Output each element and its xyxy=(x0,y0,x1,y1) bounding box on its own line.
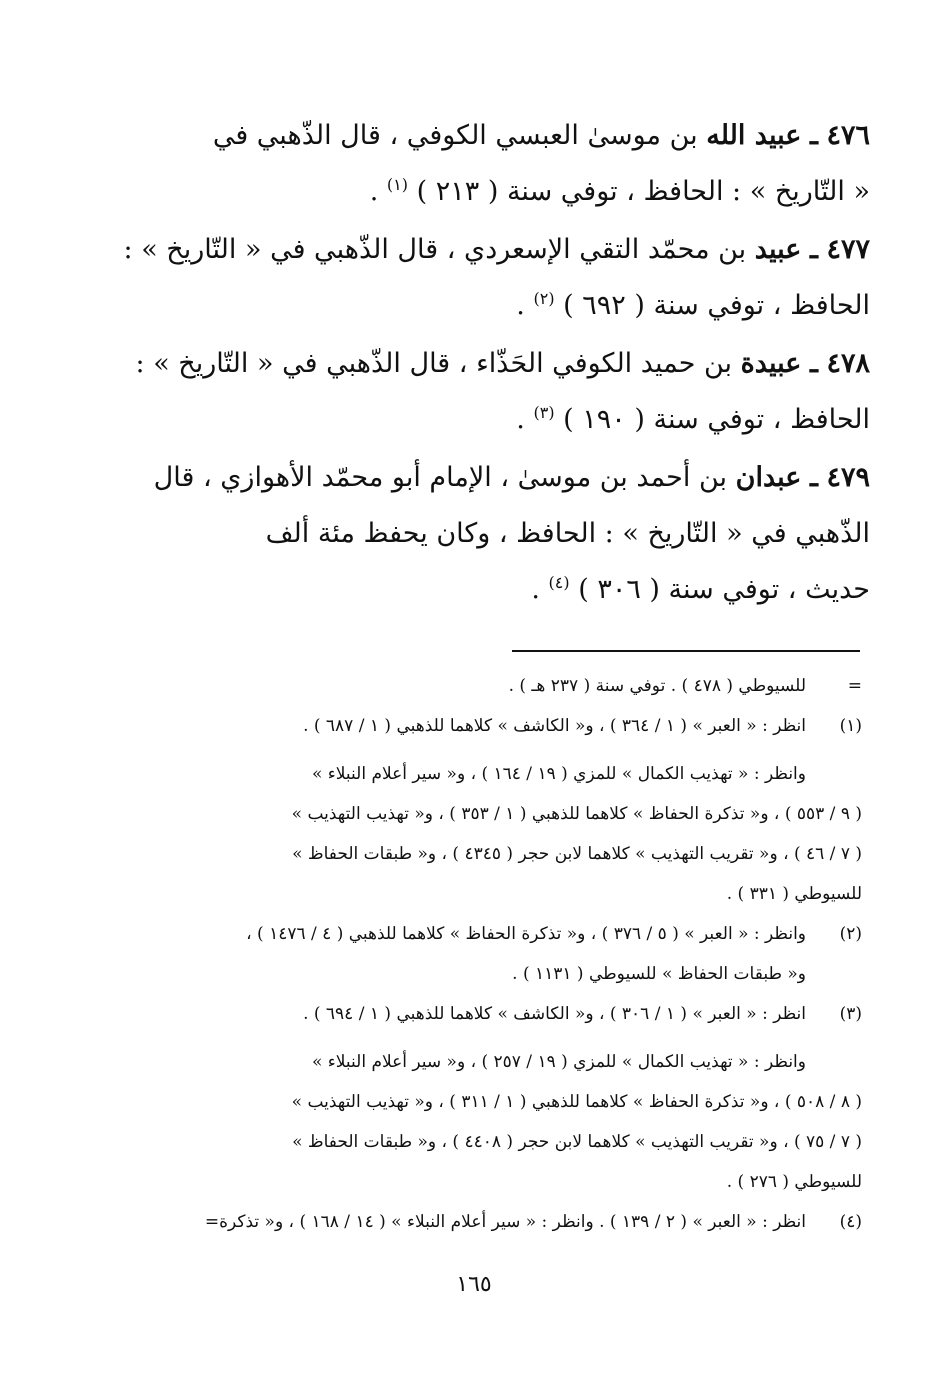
entry-text: الحافظ ، توفي سنة ( ١٩٠ ) xyxy=(563,404,870,435)
footnote-1-line: ( ٧ / ٤٦ ) ، و« تقريب التهذيب » كلاهما لابن حجر ( ٤٣٤٥ ) ، و« طبقات الحفاظ » xyxy=(292,844,862,864)
footnote-text: وانظر : « العبر » ( ٥ / ٣٧٦ ) ، و« تذكرة الحفاظ » كلاهما للذهبي ( ٤ / ١٤٧٦ ) ، xyxy=(246,924,806,944)
footnote-1-line: ( ٩ / ٥٥٣ ) ، و« تذكرة الحفاظ » كلاهما للذهبي ( ١ / ٣٥٣ ) ، و« تهذيب التهذيب » xyxy=(291,804,862,824)
footnote-mark: = xyxy=(847,676,862,696)
page-number: ١٦٥ xyxy=(456,1272,492,1297)
footnote-text: للسيوطي ( ٤٧٨ ) . توفي سنة ( ٢٣٧ هـ ) . xyxy=(508,676,806,696)
footnote-2-line: و« طبقات الحفاظ » للسيوطي ( ١١٣١ ) . xyxy=(512,964,806,984)
entry-479 xyxy=(110,450,870,618)
footnote-mark: (٤) xyxy=(839,1212,862,1232)
entry-name: عبيد الله xyxy=(706,120,802,151)
entry-dash: ـ xyxy=(809,462,818,493)
entry-text: حديث ، توفي سنة ( ٣٠٦ ) xyxy=(578,574,870,605)
entry-text: بن أحمد بن موسىٰ ، الإمام أبو محمّد الأهوازي ، قال xyxy=(153,462,728,493)
footnote-4 xyxy=(110,1202,862,1242)
footnote-ref: (٣) xyxy=(533,403,555,422)
footnote-ref: (٤) xyxy=(548,573,570,592)
entry-text: بن حميد الكوفي الحَذّاء ، قال الذّهبي في « التّاريخ » : xyxy=(135,348,733,379)
entry-dash: ـ xyxy=(809,234,818,265)
footnote-2 xyxy=(110,914,862,954)
footnote-3-line: ( ٧ / ٧٥ ) ، و« تقريب التهذيب » كلاهما لابن حجر ( ٤٤٠٨ ) ، و« طبقات الحفاظ » xyxy=(292,1132,862,1152)
entry-line xyxy=(110,336,870,392)
entry-text: بن موسىٰ العبسي الكوفي ، قال الذّهبي في xyxy=(212,120,698,151)
entry-text: الحافظ ، توفي سنة ( ٦٩٢ ) xyxy=(563,290,870,321)
entry-line xyxy=(110,278,870,334)
footnote-text: انظر : « العبر » ( ٢ / ١٣٩ ) . وانظر : « سير أعلام النبلاء » ( ١٤ / ١٦٨ ) ، و« تذكرة= xyxy=(204,1212,806,1232)
footnote-1 xyxy=(110,706,862,746)
footnote-text: انظر : « العبر » ( ١ / ٣٦٤ ) ، و« الكاشف » كلاهما للذهبي ( ١ / ٦٨٧ ) . xyxy=(303,716,806,736)
entry-text: الذّهبي في « التّاريخ » : الحافظ ، وكان يحفظ مئة ألف xyxy=(265,518,870,549)
entry-name: عبيد xyxy=(754,234,802,265)
entry-text: بن محمّد التقي الإسعردي ، قال الذّهبي في « التّاريخ » : xyxy=(123,234,747,265)
footnote-separator xyxy=(512,650,860,652)
entry-line xyxy=(110,164,870,220)
footnote-3-line: وانظر : « تهذيب الكمال » للمزي ( ١٩ / ٢٥٧ ) ، و« سير أعلام النبلاء » xyxy=(311,1052,806,1072)
entry-number: ٤٧٩ xyxy=(826,462,870,493)
footnote-mark: (٢) xyxy=(839,924,862,944)
entry-name: عبدان xyxy=(735,462,802,493)
footnotes xyxy=(110,666,862,1242)
entry-477 xyxy=(110,222,870,334)
footnote-3-line: للسيوطي ( ٢٧٦ ) . xyxy=(726,1172,862,1192)
entry-476 xyxy=(110,108,870,220)
entry-text: « التّاريخ » : الحافظ ، توفي سنة ( ٢١٣ ) xyxy=(416,176,870,207)
entry-number: ٤٧٨ xyxy=(826,348,870,379)
entry-name: عبيدة xyxy=(740,348,802,379)
entry-line xyxy=(110,392,870,448)
entry-line xyxy=(110,506,870,562)
footnote-mark: (٣) xyxy=(839,1004,862,1024)
entry-number: ٤٧٧ xyxy=(826,234,870,265)
footnote-3-line: ( ٨ / ٥٠٨ ) ، و« تذكرة الحفاظ » كلاهما للذهبي ( ١ / ٣١١ ) ، و« تهذيب التهذيب » xyxy=(291,1092,862,1112)
footnote-ref: (٢) xyxy=(533,289,555,308)
entry-478 xyxy=(110,336,870,448)
footnote-mark: (١) xyxy=(839,716,862,736)
footnote-text: انظر : « العبر » ( ١ / ٣٠٦ ) ، و« الكاشف » كلاهما للذهبي ( ١ / ٦٩٤ ) . xyxy=(303,1004,806,1024)
footnote-ref: (١) xyxy=(386,175,409,194)
entry-end: . xyxy=(531,574,540,605)
entry-line xyxy=(110,450,870,506)
entry-end: . xyxy=(369,176,379,207)
entry-line xyxy=(110,222,870,278)
footnote-1-line: للسيوطي ( ٣٣١ ) . xyxy=(726,884,862,904)
entry-end: . xyxy=(516,404,525,435)
entry-line xyxy=(110,562,870,618)
footnote-continuation xyxy=(110,666,862,706)
entry-line xyxy=(110,108,870,164)
entry-end: . xyxy=(516,290,525,321)
entry-number: ٤٧٦ xyxy=(826,120,870,151)
entry-dash: ـ xyxy=(809,120,818,151)
entry-dash: ـ xyxy=(809,348,818,379)
footnote-1-line: وانظر : « تهذيب الكمال » للمزي ( ١٩ / ١٦٤ ) ، و« سير أعلام النبلاء » xyxy=(311,764,806,784)
footnote-3 xyxy=(110,994,862,1034)
